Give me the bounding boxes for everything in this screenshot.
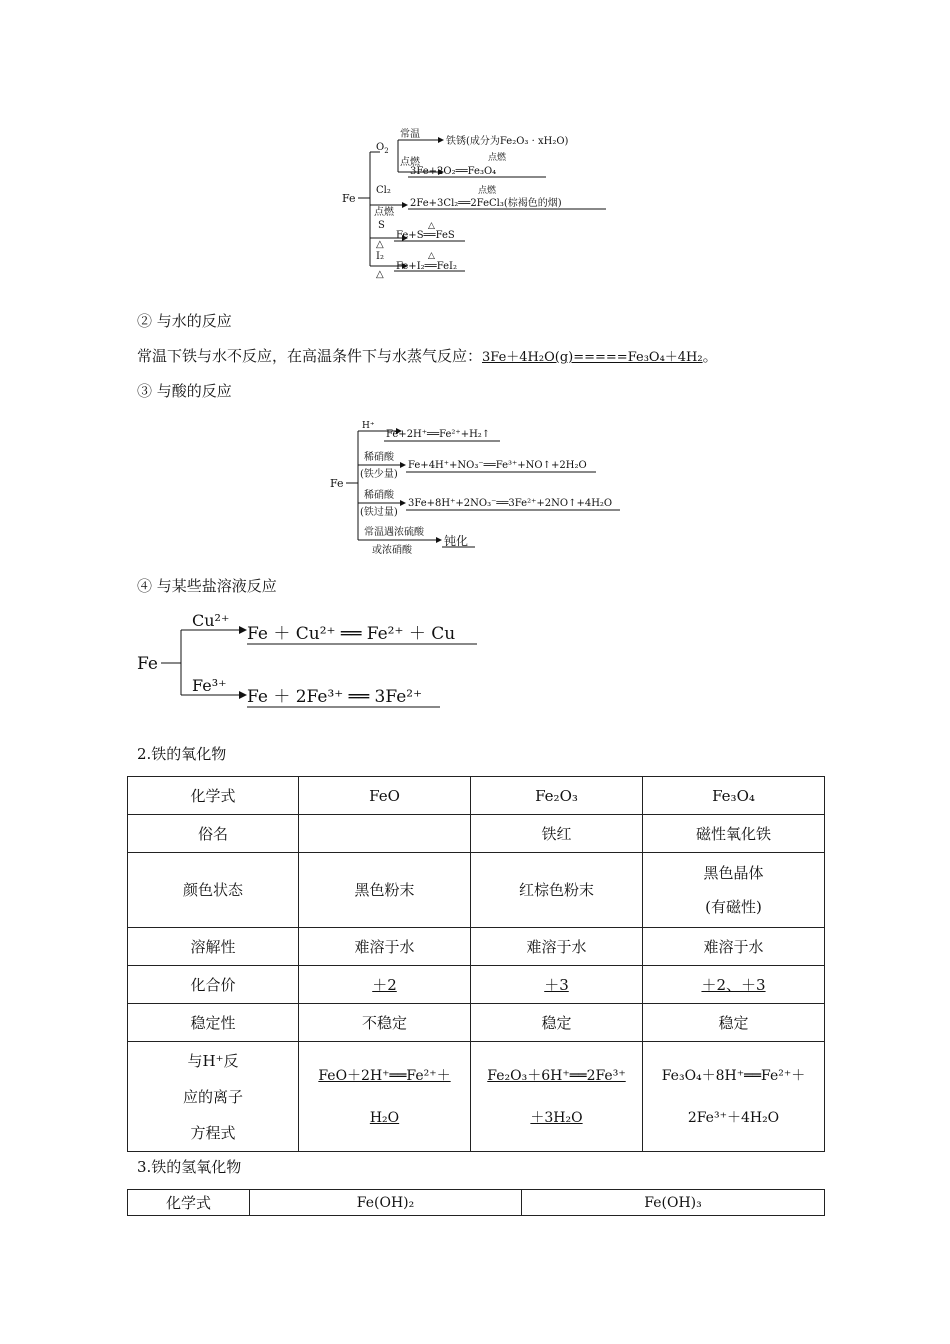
reagent-label: S [378, 220, 385, 231]
valence-value: ＋3 [544, 975, 569, 994]
table-cell [471, 966, 643, 1004]
table-cell: 不稳定 [299, 1004, 471, 1042]
table-cell [643, 966, 825, 1004]
section-salt-title: ④ 与某些盐溶液反应 [137, 577, 277, 595]
water-equation: 3Fe＋4H₂O(g)=====Fe₃O₄＋4H₂ [482, 350, 703, 365]
water-reaction-line [137, 346, 718, 368]
table-row [128, 777, 825, 815]
product-label: Fe+2H⁺══Fe²⁺+H₂↑ [386, 429, 491, 440]
cond-label: △ [376, 239, 384, 250]
table-row [128, 853, 825, 928]
cond-label: 点燃 [374, 207, 394, 218]
reagent-label: Cu²⁺ [192, 611, 230, 630]
header-cell: Fe(OH)₃ [522, 1190, 825, 1216]
header-cell: Fe₂O₃ [471, 777, 643, 815]
diagram3-root: Fe [137, 654, 158, 674]
cond-label: 常温 [400, 129, 420, 140]
fe-nonmetal-diagram [330, 120, 630, 285]
cell-line: 黑色晶体 [703, 864, 764, 882]
cond-label: △ [376, 269, 384, 280]
product-label: 钝化 [444, 534, 469, 548]
product-label: Fe+S══FeS [396, 230, 455, 241]
row-label: 俗名 [128, 815, 299, 853]
section-oxides-title: 2.铁的氧化物 [137, 745, 227, 763]
table-cell: 铁红 [471, 815, 643, 853]
water-end: 。 [702, 347, 718, 365]
reagent-label: 常温遇浓硫酸 [364, 527, 424, 538]
header-cell: FeO [299, 777, 471, 815]
section-water-title: ② 与水的反应 [137, 312, 232, 330]
valence-value: ＋2、＋3 [701, 975, 766, 994]
row-label: 化合价 [128, 966, 299, 1004]
table-row [128, 1190, 825, 1216]
cond-label: 点燃 [400, 157, 420, 168]
header-cell: 化学式 [128, 777, 299, 815]
reagent-label: Fe³⁺ [192, 676, 227, 695]
table-cell [643, 1042, 825, 1152]
table-cell [299, 1042, 471, 1152]
reagent-label: Cl₂ [376, 185, 391, 196]
row-label [128, 1042, 299, 1152]
cond-label: 或浓硝酸 [372, 545, 412, 556]
table-cell [643, 853, 825, 928]
cell-line: H₂O [369, 1109, 400, 1126]
table-row [128, 815, 825, 853]
section-acid-title: ③ 与酸的反应 [137, 382, 232, 400]
table-cell: 稳定 [643, 1004, 825, 1042]
product-label: Fe+I₂══FeI₂ [396, 261, 457, 272]
cell-line: (有磁性) [705, 898, 762, 916]
row-label: 颜色状态 [128, 853, 299, 928]
reagent-label: I₂ [376, 251, 384, 262]
reagent-label: 稀硝酸 [364, 452, 394, 463]
product-label: Fe ＋ Cu²⁺ ══ Fe²⁺ ＋ Cu [247, 624, 456, 644]
over-label: 点燃 [488, 153, 507, 163]
cell-line: 方程式 [190, 1123, 236, 1142]
section-hydroxides-title: 3.铁的氢氧化物 [137, 1158, 242, 1176]
water-text: 常温下铁与水不反应，在高温条件下与水蒸气反应： [137, 347, 483, 365]
table-cell: 红棕色粉末 [471, 853, 643, 928]
reagent-label: H⁺ [362, 421, 375, 431]
table-row [128, 1004, 825, 1042]
table-row [128, 966, 825, 1004]
table-cell: 难溶于水 [471, 928, 643, 966]
valence-value: ＋2 [372, 975, 397, 994]
oxides-table [127, 776, 825, 1152]
table-cell: 黑色粉末 [299, 853, 471, 928]
cond-label: (铁少量) [360, 469, 398, 480]
table-cell [471, 1042, 643, 1152]
row-label: 溶解性 [128, 928, 299, 966]
product-label: 3Fe+2O₂══Fe₃O₄ [410, 166, 497, 177]
fe-acid-diagram [320, 415, 640, 560]
table-row [128, 1042, 825, 1152]
row-label: 稳定性 [128, 1004, 299, 1042]
table-cell [299, 815, 471, 853]
diagram1-root: Fe [342, 192, 356, 205]
cell-line: Fe₃O₄＋8H⁺══Fe²⁺＋ [661, 1067, 806, 1084]
cell-line: Fe₂O₃＋6H⁺══2Fe³⁺ [487, 1067, 626, 1084]
table-cell: 稳定 [471, 1004, 643, 1042]
cell-line: 与H⁺反 [187, 1051, 239, 1070]
table-cell: 磁性氧化铁 [643, 815, 825, 853]
hydroxides-table [127, 1189, 825, 1216]
cell-line: 2Fe³⁺＋4H₂O [687, 1109, 780, 1126]
header-cell: Fe(OH)₂ [250, 1190, 522, 1216]
product-label: Fe+4H⁺+NO₃⁻══Fe³⁺+NO↑+2H₂O [408, 460, 587, 471]
over-label: △ [428, 221, 435, 231]
cond-label: (铁过量) [360, 507, 398, 518]
product-label: Fe ＋ 2Fe³⁺ ══ 3Fe²⁺ [247, 687, 423, 707]
cell-line: 应的离子 [182, 1087, 243, 1106]
over-label: △ [428, 251, 435, 261]
table-cell: 难溶于水 [643, 928, 825, 966]
header-cell: Fe₃O₄ [643, 777, 825, 815]
cell-line: FeO＋2H⁺══Fe²⁺＋ [318, 1067, 451, 1084]
product-label: 铁锈(成分为Fe₂O₃ · xH₂O) [446, 136, 569, 147]
fe-salt-diagram [135, 605, 495, 715]
product-label: 2Fe+3Cl₂══2FeCl₃(棕褐色的烟) [410, 198, 562, 209]
o2-label: $O_2$ [376, 142, 389, 155]
product-label: 3Fe+8H⁺+2NO₃⁻══3Fe²⁺+2NO↑+4H₂O [408, 498, 613, 509]
table-row [128, 928, 825, 966]
diagram2-root: Fe [330, 477, 344, 490]
reagent-label: 稀硝酸 [364, 490, 394, 501]
table-cell [299, 966, 471, 1004]
table-cell: 难溶于水 [299, 928, 471, 966]
header-cell: 化学式 [128, 1190, 250, 1216]
over-label: 点燃 [478, 186, 497, 196]
cell-line: ＋3H₂O [530, 1109, 583, 1126]
